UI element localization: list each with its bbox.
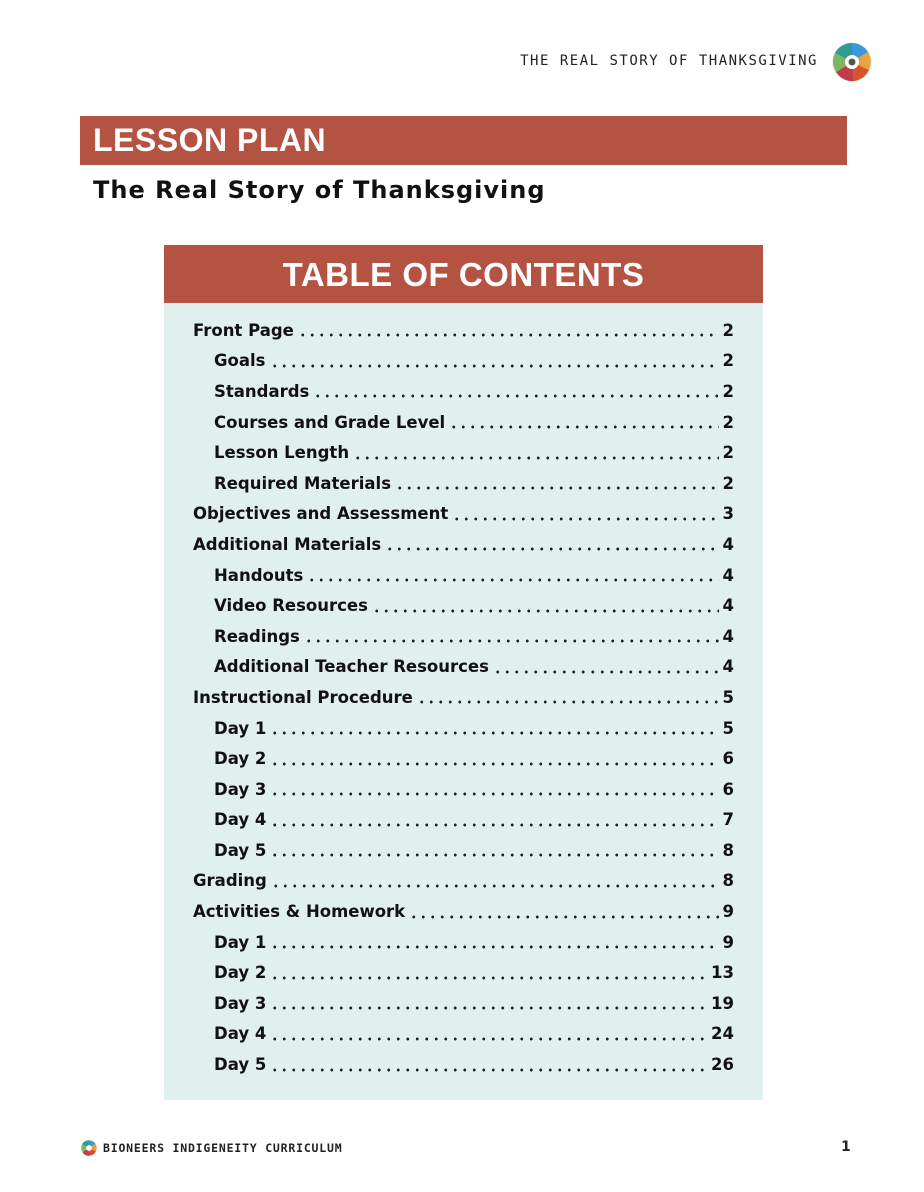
toc-dot-leader — [395, 486, 718, 490]
toc-entry-page: 5 — [722, 687, 734, 707]
toc-entry-page: 2 — [722, 381, 734, 401]
toc-entry[interactable] — [193, 315, 734, 346]
toc-entry-label: Day 4 — [214, 1024, 267, 1044]
toc-entry-page: 7 — [722, 810, 734, 830]
toc-entry-label: Front Page — [193, 320, 294, 340]
toc-dot-leader — [270, 976, 707, 980]
toc-entry[interactable] — [193, 835, 734, 866]
toc-entry-label: Day 3 — [214, 993, 267, 1013]
toc-entry-page: 9 — [722, 932, 734, 952]
page-number: 1 — [841, 1139, 851, 1155]
toc-entry-label: Required Materials — [214, 473, 392, 493]
toc-entry-label: Lesson Length — [214, 443, 350, 463]
toc-entry[interactable] — [193, 560, 734, 591]
toc-entry[interactable] — [193, 805, 734, 836]
toc-dot-leader — [270, 762, 718, 766]
toc-entry[interactable] — [193, 468, 734, 499]
toc-entry-label: Courses and Grade Level — [214, 412, 446, 432]
toc-dot-leader — [270, 1006, 707, 1010]
toc-entry[interactable] — [193, 774, 734, 805]
toc-entry-page: 4 — [722, 657, 734, 677]
toc-entry-page: 3 — [722, 504, 734, 524]
toc-entry-label: Day 3 — [214, 779, 267, 799]
bioneers-logo-icon — [830, 40, 874, 84]
toc-entry-label: Video Resources — [214, 596, 368, 616]
toc-entry[interactable] — [193, 407, 734, 438]
toc-entry-label: Day 1 — [214, 718, 267, 738]
toc-entry[interactable] — [193, 1049, 734, 1080]
toc-dot-leader — [449, 425, 718, 429]
toc-dot-leader — [307, 578, 718, 582]
toc-entry-page: 4 — [722, 565, 734, 585]
toc-entry-label: Grading — [193, 871, 267, 891]
toc-entry-label: Additional Teacher Resources — [214, 657, 489, 677]
toc-entry-page: 2 — [722, 351, 734, 371]
toc-entry[interactable] — [193, 743, 734, 774]
toc-heading: TABLE OF CONTENTS — [164, 245, 763, 303]
toc-entry[interactable] — [193, 988, 734, 1019]
toc-entry-page: 24 — [711, 1024, 734, 1044]
toc-dot-leader — [271, 884, 719, 888]
toc-entry-label: Readings — [214, 626, 300, 646]
toc-entry[interactable] — [193, 590, 734, 621]
toc-entry[interactable] — [193, 713, 734, 744]
toc-entry-page: 6 — [722, 749, 734, 769]
toc-entry-label: Day 2 — [214, 963, 267, 983]
toc-dot-leader — [270, 731, 718, 735]
page-subtitle: The Real Story of Thanksgiving — [93, 176, 546, 204]
toc-entry[interactable] — [193, 529, 734, 560]
toc-entry-page: 4 — [722, 596, 734, 616]
toc-entry-label: Instructional Procedure — [193, 687, 413, 707]
footer-label: BIONEERS INDIGENEITY CURRICULUM — [103, 1141, 343, 1155]
toc-entry[interactable] — [193, 499, 734, 530]
toc-dot-leader — [270, 853, 718, 857]
toc-entry-label: Day 5 — [214, 840, 267, 860]
toc-dot-leader — [452, 517, 718, 521]
footer-logo-icon — [80, 1139, 98, 1157]
toc-dot-leader — [493, 670, 719, 674]
toc-entry[interactable] — [193, 866, 734, 897]
toc-entry-label: Day 4 — [214, 810, 267, 830]
lesson-plan-banner: LESSON PLAN — [80, 116, 847, 165]
toc-entry[interactable] — [193, 957, 734, 988]
toc-entry[interactable] — [193, 437, 734, 468]
toc-entry-page: 6 — [722, 779, 734, 799]
toc-dot-leader — [313, 394, 718, 398]
toc-entry-page: 26 — [711, 1055, 734, 1075]
toc-entry-label: Day 2 — [214, 749, 267, 769]
toc-entry-page: 4 — [722, 534, 734, 554]
toc-entry-page: 2 — [722, 412, 734, 432]
toc-entry-page: 8 — [722, 871, 734, 891]
toc-entry-label: Objectives and Assessment — [193, 504, 449, 524]
toc-entry[interactable] — [193, 927, 734, 958]
toc-dot-leader — [409, 915, 718, 919]
toc-entry[interactable] — [193, 1019, 734, 1050]
toc-list — [193, 315, 734, 1080]
toc-entry-page: 2 — [722, 473, 734, 493]
toc-dot-leader — [270, 792, 718, 796]
toc-entry-label: Day 5 — [214, 1055, 267, 1075]
toc-entry-label: Activities & Homework — [193, 902, 406, 922]
header-title: THE REAL STORY OF THANKSGIVING — [520, 53, 818, 69]
toc-entry-label: Goals — [214, 351, 266, 371]
toc-dot-leader — [270, 364, 719, 368]
toc-entry-label: Day 1 — [214, 932, 267, 952]
toc-entry[interactable] — [193, 682, 734, 713]
toc-entry-page: 4 — [722, 626, 734, 646]
toc-entry-page: 8 — [722, 840, 734, 860]
toc-dot-leader — [270, 945, 718, 949]
toc-dot-leader — [304, 639, 719, 643]
toc-dot-leader — [270, 823, 718, 827]
toc-dot-leader — [270, 1037, 707, 1041]
toc-entry[interactable] — [193, 621, 734, 652]
toc-dot-leader — [270, 1068, 707, 1072]
toc-dot-leader — [298, 333, 719, 337]
toc-entry-page: 9 — [722, 902, 734, 922]
toc-dot-leader — [385, 547, 718, 551]
toc-entry-label: Standards — [214, 381, 310, 401]
toc-entry-page: 2 — [722, 443, 734, 463]
toc-entry-label: Handouts — [214, 565, 304, 585]
toc-dot-leader — [417, 700, 719, 704]
toc-entry-page: 2 — [722, 320, 734, 340]
toc-entry[interactable] — [193, 346, 734, 377]
toc-dot-leader — [353, 456, 718, 460]
toc-entry-page: 13 — [711, 963, 734, 983]
toc-entry-label: Additional Materials — [193, 534, 382, 554]
toc-entry[interactable] — [193, 896, 734, 927]
toc-entry[interactable] — [193, 376, 734, 407]
toc-entry-page: 19 — [711, 993, 734, 1013]
toc-dot-leader — [372, 609, 719, 613]
table-of-contents — [164, 245, 763, 1100]
toc-entry[interactable] — [193, 652, 734, 683]
toc-entry-page: 5 — [722, 718, 734, 738]
